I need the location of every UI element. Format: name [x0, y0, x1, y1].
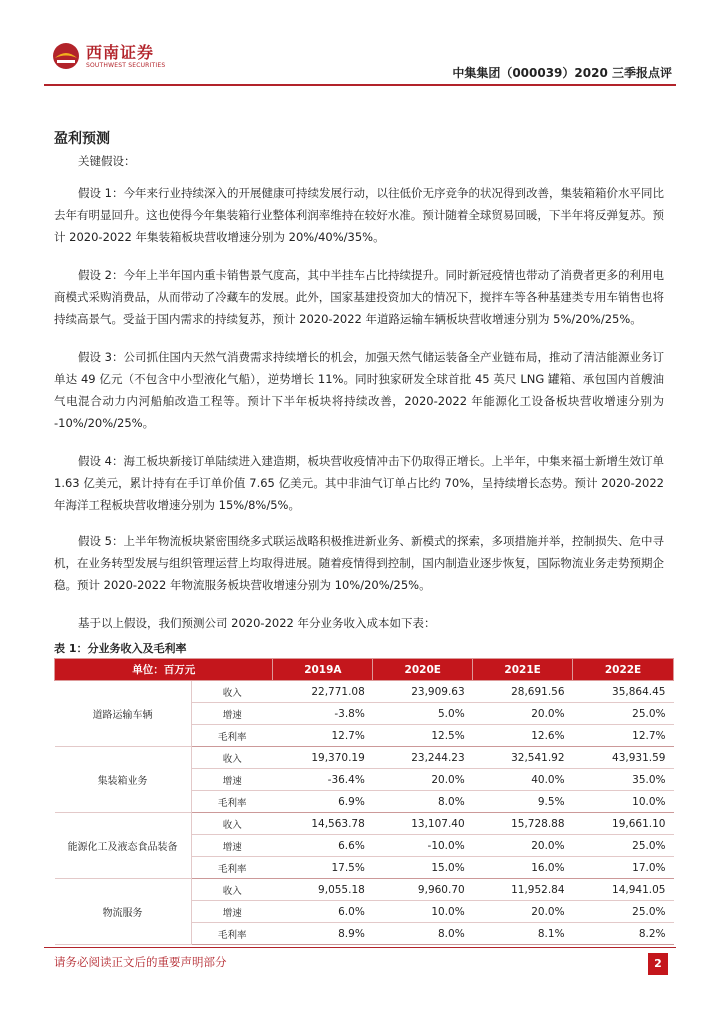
header-2022e: 2022E [573, 659, 674, 681]
cell-value: 8.0% [373, 923, 473, 945]
footer-disclaimer: 请务必阅读正文后的重要声明部分 [54, 955, 227, 969]
cell-value: -36.4% [273, 769, 373, 791]
cell-value: 35.0% [573, 769, 674, 791]
cell-value: 14,941.05 [573, 879, 674, 901]
cell-value: 23,909.63 [373, 681, 473, 703]
cell-value: 12.6% [473, 725, 573, 747]
metric-label: 增速 [191, 901, 273, 923]
paragraph-assumption-1: 假设 1：今年来行业持续深入的开展健康可持续发展行动，以往低价无序竞争的状况得到改善，集装箱箱价水平同比去年有明显回升。这也使得今年集装箱行业整体利润率维持在较好水准。预计随着全球贸易回暖，下半年将反弹复苏。预计 2020-2022 年集装箱板块营收增速分别为 20%/40%/35%。 [54, 186, 664, 244]
paragraph-key-assumptions: 关键假设： [78, 154, 136, 168]
segment-name: 能源化工及液态食品装备 [55, 813, 192, 879]
cell-value: 25.0% [573, 703, 674, 725]
cell-value: 5.0% [373, 703, 473, 725]
report-title: 中集集团（000039）2020 三季报点评 [452, 66, 672, 80]
header-unit: 单位：百万元 [55, 659, 273, 681]
cell-value: 15.0% [373, 857, 473, 879]
cell-value: 22,771.08 [273, 681, 373, 703]
header-divider [44, 84, 676, 86]
cell-value: 14,563.78 [273, 813, 373, 835]
section-title: 盈利预测 [54, 131, 110, 147]
metric-label: 收入 [191, 879, 273, 901]
cell-value: 20.0% [473, 703, 573, 725]
cell-value: 19,370.19 [273, 747, 373, 769]
cell-value: 9,960.70 [373, 879, 473, 901]
page-number: 2 [648, 953, 668, 975]
cell-value: 6.6% [273, 835, 373, 857]
company-logo [52, 40, 192, 76]
cell-value: 40.0% [473, 769, 573, 791]
cell-value: 20.0% [473, 835, 573, 857]
table-row [55, 879, 674, 901]
cell-value: 20.0% [473, 901, 573, 923]
logo-text-en: SOUTHWEST SECURITIES [86, 62, 166, 69]
paragraph-assumption-5: 假设 5：上半年物流板块紧密围绕多式联运战略积极推进新业务、新模式的探索，多项措施并举，控制损失、危中寻机，在业务转型发展与组织管理运营上均取得进展。随着疫情得到控制，国内制造业逐步恢复，国际物流业务走势预期企稳。预计 2020-2022 年物流服务板块营收增速分别为 10%/20%/25%。 [54, 534, 664, 592]
table-row [55, 747, 674, 769]
header-2019a: 2019A [273, 659, 373, 681]
metric-label: 毛利率 [191, 857, 273, 879]
cell-value: -10.0% [373, 835, 473, 857]
logo-text-cn: 西南证券 [86, 43, 155, 62]
cell-value: 6.9% [273, 791, 373, 813]
metric-label: 毛利率 [191, 725, 273, 747]
cell-value: 32,541.92 [473, 747, 573, 769]
cell-value: 35,864.45 [573, 681, 674, 703]
metric-label: 收入 [191, 813, 273, 835]
cell-value: 8.0% [373, 791, 473, 813]
cell-value: 12.7% [573, 725, 674, 747]
cell-value: 12.5% [373, 725, 473, 747]
cell-value: 8.1% [473, 923, 573, 945]
logo-mark-icon [52, 42, 80, 70]
cell-value: 43,931.59 [573, 747, 674, 769]
segment-name: 道路运输车辆 [55, 681, 192, 747]
cell-value: 28,691.56 [473, 681, 573, 703]
cell-value: 19,661.10 [573, 813, 674, 835]
cell-value: 12.7% [273, 725, 373, 747]
metric-label: 增速 [191, 769, 273, 791]
cell-value: 10.0% [373, 901, 473, 923]
table-header-row [55, 659, 674, 681]
header-2020e: 2020E [373, 659, 473, 681]
metric-label: 增速 [191, 835, 273, 857]
cell-value: 8.9% [273, 923, 373, 945]
table-row [55, 681, 674, 703]
table-caption: 表 1：分业务收入及毛利率 [54, 642, 187, 655]
cell-value: 17.0% [573, 857, 674, 879]
cell-value: 13,107.40 [373, 813, 473, 835]
cell-value: 25.0% [573, 901, 674, 923]
paragraph-assumption-2: 假设 2：今年上半年国内重卡销售景气度高，其中半挂车占比持续提升。同时新冠疫情也带动了消费者更多的利用电商模式采购消费品，从而带动了冷藏车的发展。此外，国家基建投资加大的情况下，搅拌车等各种基建类专用车销售也将持续高景气。受益于国内需求的持续复苏，预计 2020-2022 年道路运输车辆板块营收增速分别为 5%/20%/25%。 [54, 268, 664, 326]
paragraph-assumption-4: 假设 4：海工板块新接订单陆续进入建造期，板块营收疫情冲击下仍取得正增长。上半年，中集来福士新增生效订单 1.63 亿美元，累计持有在手订单价值 7.65 亿美元。其中非油气订单占比约 70%，呈持续增长态势。预计 2020-2022 年海洋工程板块营收增速分别为 15%/8%/5%。 [54, 454, 664, 512]
footer-divider [44, 947, 676, 948]
table-row [55, 813, 674, 835]
metric-label: 收入 [191, 747, 273, 769]
metric-label: 毛利率 [191, 791, 273, 813]
cell-value: 6.0% [273, 901, 373, 923]
cell-value: 15,728.88 [473, 813, 573, 835]
metric-label: 毛利率 [191, 923, 273, 945]
cell-value: 11,952.84 [473, 879, 573, 901]
cell-value: 9.5% [473, 791, 573, 813]
paragraph-summary: 基于以上假设，我们预测公司 2020-2022 年分业务收入成本如下表： [78, 616, 436, 630]
metric-label: 增速 [191, 703, 273, 725]
revenue-margin-table [54, 658, 674, 945]
cell-value: 10.0% [573, 791, 674, 813]
cell-value: 17.5% [273, 857, 373, 879]
cell-value: 25.0% [573, 835, 674, 857]
cell-value: -3.8% [273, 703, 373, 725]
cell-value: 20.0% [373, 769, 473, 791]
cell-value: 9,055.18 [273, 879, 373, 901]
metric-label: 收入 [191, 681, 273, 703]
segment-name: 集装箱业务 [55, 747, 192, 813]
cell-value: 16.0% [473, 857, 573, 879]
paragraph-assumption-3: 假设 3：公司抓住国内天然气消费需求持续增长的机会，加强天然气储运装备全产业链布局，推动了清洁能源业务订单达 49 亿元（不包含中小型液化气船），逆势增长 11%。同时独家研发全球首批 45 英尺 LNG 罐箱、承包国内首艘油气电混合动力内河船舶改造工程等。预计下半年板块将持续改善，2020-2022 年能源化工设备板块营收增速分别为 -10%/20%/25%。 [54, 350, 664, 430]
cell-value: 23,244.23 [373, 747, 473, 769]
cell-value: 8.2% [573, 923, 674, 945]
page-header [44, 34, 676, 84]
header-2021e: 2021E [473, 659, 573, 681]
segment-name: 物流服务 [55, 879, 192, 945]
